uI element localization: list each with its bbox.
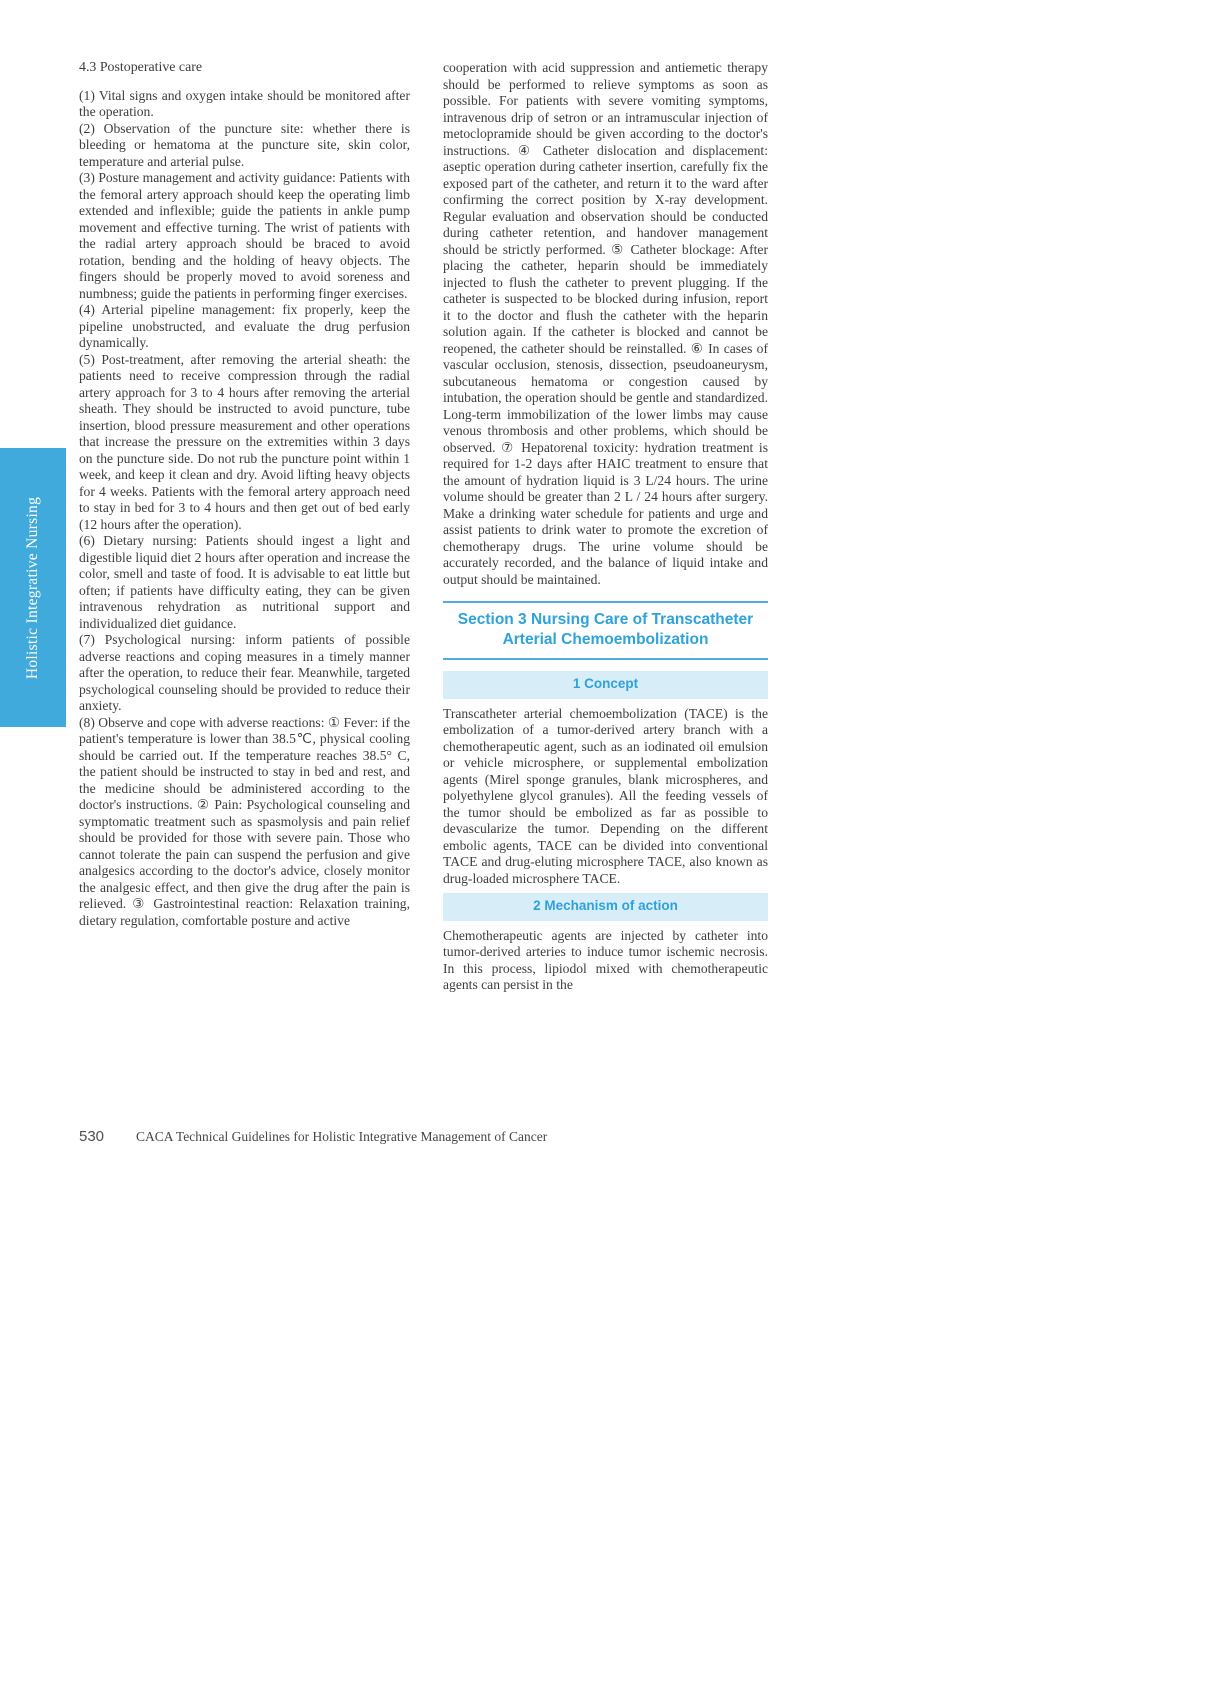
left-paragraph-3: (3) Posture management and activity guidance: Patients with the femoral artery approach should keep the operating limb extended and inflexible; guide the patients in ankle pump movement and effective turning. The wrist of patients with the radial artery approach should be braced to avoid rotation, bending and the holding of heavy objects. The fingers should be properly moved to avoid soreness and numbness; guide the patients in performing finger exercises.: [79, 170, 410, 301]
page-number: 530: [79, 1128, 105, 1145]
heading-rule-top: [443, 601, 768, 603]
left-paragraph-5: (5) Post-treatment, after removing the arterial sheath: the patients need to receive compression through the radial artery approach for 3 to 4 hours after removing the arterial sheath. They should be instructed to avoid puncture, tube insertion, blood pressure measurement and other operations that increase the pressure on the extremities within 3 days on the puncture side. Do not rub the puncture point within 1 week, and keep it clean and dry. Avoid lifting heavy objects for 4 weeks. Patients with the femoral artery approach need to stay in bed for 3 to 4 hours and then get out of bed early (12 hours after the operation).: [79, 351, 410, 532]
subsection-heading-postoperative-care: 4.3 Postoperative care: [79, 60, 203, 75]
right-continuation-paragraph: cooperation with acid suppression and antiemetic therapy should be performed to relieve symptoms as soon as possible. For patients with severe vomiting symptoms, intravenous drip of setron or an intramuscular injection of metoclopramide should be given according to the doctor's instructions. ④ Catheter dislocation and displacement: aseptic operation during catheter insertion, carefully fix the exposed part of the catheter, and return it to the ward after confirming the correct position by X-ray development. Regular evaluation and observation should be conducted during catheter retention, and handover management should be strictly performed. ⑤ Catheter blockage: After placing the catheter, heparin should be immediately injected to flush the catheter to prevent plugging. If the catheter is suspected to be blocked during infusion, report it to the doctor and flush the catheter with the heparin solution again. If the catheter is blocked and cannot be reopened, the catheter should be reinstalled. ⑥ In cases of vascular occlusion, stenosis, dissection, pseudoaneurysm, subcutaneous hematoma or congestion caused by intubation, the operation should be gentle and standardized. Long-term immobilization of the lower limbs may cause venous thrombosis and other problems, which should be observed. ⑦ Hepatorenal toxicity: hydration treatment is required for 1-2 days after HAIC treatment to ensure that the amount of hydration liquid is 3 L/24 hours. The urine volume should be greater than 2 L / 24 hours after surgery. Make a drinking water schedule for patients and urge and assist patients to drink water to promote the excretion of chemotherapy drugs. The urine volume should be accurately recorded, and the balance of liquid intake and output should be maintained.: [443, 60, 768, 587]
left-paragraph-2: (2) Observation of the puncture site: whether there is bleeding or hematoma at the puncture site, skin color, temperature and arterial pulse.: [79, 120, 410, 169]
left-paragraph-4: (4) Arterial pipeline management: fix properly, keep the pipeline unobstructed, and evaluate the drug perfusion dynamically.: [79, 302, 410, 350]
section3-heading-block: [443, 601, 768, 660]
heading-rule-bottom: [443, 658, 768, 660]
left-paragraph-1: (1) Vital signs and oxygen intake should be monitored after the operation.: [79, 87, 410, 119]
subsection-title-mechanism: 2 Mechanism of action: [533, 898, 678, 913]
subsection-band-mechanism: [443, 893, 768, 921]
page-footer: [79, 1128, 779, 1146]
concept-paragraph: Transcatheter arterial chemoembolization (TACE) is the embolization of a tumor-derived artery branch with a chemotherapeutic agent, such as an iodinated oil emulsion or vehicle microsphere, or supplemental embolization agents (Mirel sponge granules, blank microspheres, and polyethylene glycol granules). All the feeding vessels of the tumor should be embolized as far as possible to devascularize the tumor. Depending on the different embolic agents, TACE can be divided into conventional TACE and drug-eluting microsphere TACE, also known as drug-loaded microsphere TACE.: [443, 705, 768, 886]
footer-running-title: CACA Technical Guidelines for Holistic Integrative Management of Cancer: [136, 1129, 548, 1144]
chapter-tab-label: Holistic Integrative Nursing: [24, 496, 41, 679]
chapter-tab: [0, 448, 66, 727]
left-paragraph-8: (8) Observe and cope with adverse reactions: ① Fever: if the patient's temperature is lower than 38.5℃, physical cooling should be carried out. If the temperature reaches 38.5° C, the patient should be instructed to stay in bed and rest, and the medicine should be administered according to the doctor's instructions. ② Pain: Psychological counseling and symptomatic treatment such as spasmolysis and pain relief should be provided for those with severe pain. Those who cannot tolerate the pain can suspend the perfusion and give analgesics according to the doctor's advice, closely monitor the analgesic effect, and then give the drug after the pain is relieved. ③ Gastrointestinal reaction: Relaxation training, dietary regulation, comfortable posture and active: [79, 714, 410, 928]
mechanism-paragraph: Chemotherapeutic agents are injected by catheter into tumor-derived arteries to induce tumor ischemic necrosis. In this process, lipiodol mixed with chemotherapeutic agents can persist in the: [443, 927, 768, 992]
left-paragraph-6: (6) Dietary nursing: Patients should ingest a light and digestible liquid diet 2 hours after operation and increase the color, smell and taste of food. It is advisable to eat little but often; if patients have difficulty eating, they can be given intravenous rehydration as nutritional support and individualized diet guidance.: [79, 533, 410, 631]
subsection-band-concept: [443, 671, 768, 699]
section3-heading: Section 3 Nursing Care of Transcatheter Arterial Chemoembolization: [457, 611, 754, 648]
left-column: [79, 60, 410, 929]
subsection-title-concept: 1 Concept: [572, 676, 639, 691]
right-column: [443, 60, 768, 994]
left-paragraph-7: (7) Psychological nursing: inform patients of possible adverse reactions and coping measures in a timely manner after the operation, to reduce their fear. Meanwhile, targeted psychological counseling should be provided to reduce their anxiety.: [79, 632, 410, 713]
